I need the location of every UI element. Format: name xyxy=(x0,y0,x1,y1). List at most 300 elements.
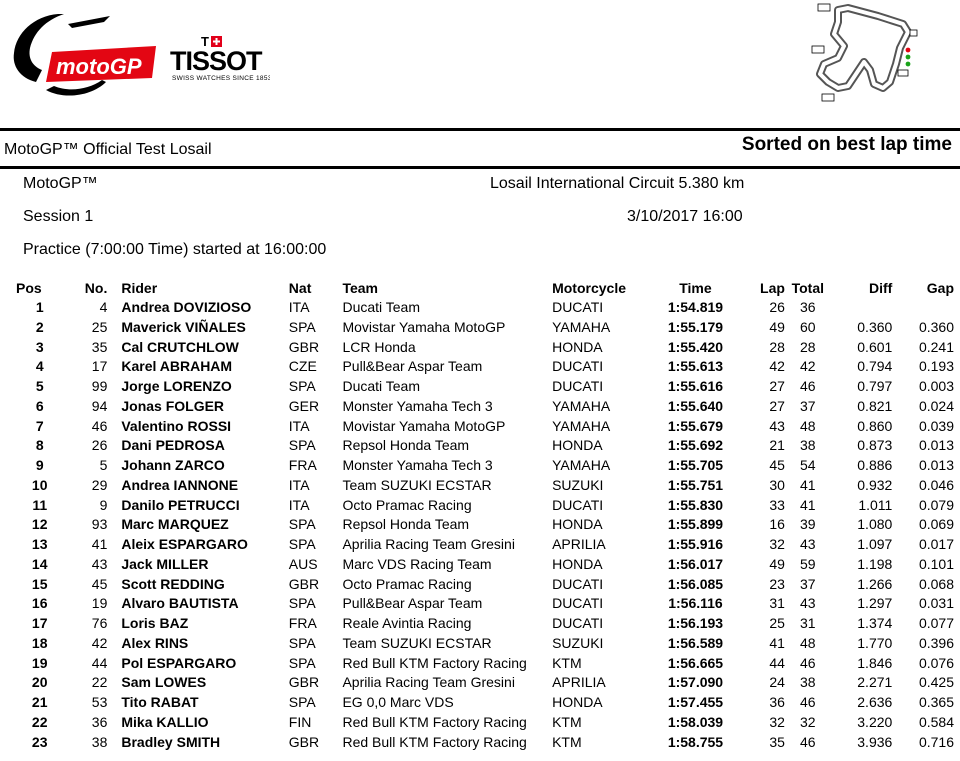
cell-gap: 0.017 xyxy=(918,536,954,552)
cell-motorcycle: APRILIA xyxy=(552,536,606,552)
cell-nat: GBR xyxy=(288,338,320,355)
cell-diff: 2.271 xyxy=(857,674,893,691)
cell-total: 41 xyxy=(800,496,816,513)
cell-total: 54 xyxy=(800,457,816,473)
cell-motorcycle: DUCATI xyxy=(552,575,604,592)
cell-team: Repsol Honda Team xyxy=(342,516,470,533)
cell-diff: 0.360 xyxy=(857,318,893,335)
cell-lap: 43 xyxy=(769,417,785,434)
cell-pos: 1 xyxy=(35,299,44,315)
cell-rider: Jonas FOLGER xyxy=(121,397,225,414)
cell-diff: 1.080 xyxy=(857,516,893,533)
cell-lap: 36 xyxy=(769,694,785,710)
cell-rider: Maverick VIÑALES xyxy=(121,318,246,335)
cell-pos: 3 xyxy=(35,338,44,355)
cell-team: Red Bull KTM Factory Racing xyxy=(342,733,527,750)
cell-motorcycle: YAMAHA xyxy=(552,397,611,414)
cell-pos: 4 xyxy=(35,358,44,375)
cell-number: 76 xyxy=(91,615,108,631)
cell-gap: 0.031 xyxy=(918,595,954,612)
cell-time: 1:55.679 xyxy=(667,417,724,434)
cell-diff: 3.936 xyxy=(857,733,893,750)
cell-motorcycle: HONDA xyxy=(552,338,603,355)
cell-motorcycle: DUCATI xyxy=(552,496,604,513)
circuit-map-icon xyxy=(808,2,923,106)
cell-diff: 0.821 xyxy=(857,397,893,414)
cell-lap: 35 xyxy=(769,733,785,750)
table-row xyxy=(0,594,960,614)
cell-diff: 1.266 xyxy=(857,575,893,592)
cell-time: 1:57.455 xyxy=(667,694,724,710)
cell-team: Repsol Honda Team xyxy=(342,437,470,454)
class-label: MotoGP™ xyxy=(23,175,98,192)
cell-pos: 9 xyxy=(35,457,44,473)
cell-number: 46 xyxy=(91,417,108,434)
cell-diff: 1.297 xyxy=(857,595,893,612)
cell-nat: FRA xyxy=(288,615,317,631)
cell-motorcycle: DUCATI xyxy=(552,299,604,315)
cell-motorcycle: YAMAHA xyxy=(552,318,611,335)
cell-pos: 7 xyxy=(35,417,44,434)
cell-number: 43 xyxy=(91,555,108,572)
cell-number: 93 xyxy=(91,516,108,533)
cell-nat: CZE xyxy=(288,358,317,375)
cell-number: 26 xyxy=(91,437,108,454)
table-row xyxy=(0,318,960,338)
table-row xyxy=(0,377,960,397)
cell-rider: Loris BAZ xyxy=(121,615,189,631)
cell-rider: Aleix ESPARGARO xyxy=(121,536,248,552)
title-divider xyxy=(0,166,960,169)
cell-team: Octo Pramac Racing xyxy=(342,496,472,513)
cell-nat: ITA xyxy=(288,299,310,315)
cell-team: Monster Yamaha Tech 3 xyxy=(342,457,493,473)
cell-motorcycle: HONDA xyxy=(552,516,603,533)
motogp-logo-text: motoGP xyxy=(56,54,142,79)
cell-pos: 21 xyxy=(31,694,48,710)
cell-total: 48 xyxy=(800,634,816,651)
cell-lap: 42 xyxy=(769,358,785,375)
cell-team: Ducati Team xyxy=(342,299,421,315)
cell-diff: 0.797 xyxy=(857,378,893,394)
cell-rider: Dani PEDROSA xyxy=(121,437,225,454)
cell-lap: 23 xyxy=(769,575,785,592)
cell-time: 1:55.705 xyxy=(667,457,724,473)
cell-diff: 0.794 xyxy=(857,358,893,375)
cell-pos: 5 xyxy=(35,378,44,394)
cell-motorcycle: YAMAHA xyxy=(552,417,611,434)
cell-pos: 10 xyxy=(31,476,48,493)
cell-gap: 0.079 xyxy=(918,496,954,513)
cell-gap xyxy=(892,298,960,318)
cell-diff: 0.886 xyxy=(857,457,893,473)
cell-time: 1:56.017 xyxy=(667,555,724,572)
cell-total: 38 xyxy=(800,674,816,691)
cell-diff: 1.198 xyxy=(857,555,893,572)
cell-total: 43 xyxy=(800,536,816,552)
cell-motorcycle: HONDA xyxy=(552,437,603,454)
practice-label: Practice (7:00:00 Time) started at 16:00:00 xyxy=(23,241,327,258)
cell-pos: 14 xyxy=(31,555,48,572)
cell-lap: 44 xyxy=(769,654,785,671)
cell-lap: 25 xyxy=(769,615,785,631)
cell-rider: Johann ZARCO xyxy=(121,457,225,473)
cell-total: 42 xyxy=(800,358,816,375)
table-row xyxy=(0,575,960,595)
cell-number: 99 xyxy=(91,378,108,394)
cell-nat: ITA xyxy=(288,417,310,434)
cell-time: 1:55.916 xyxy=(667,536,724,552)
cell-team: Pull&Bear Aspar Team xyxy=(342,358,483,375)
cell-lap: 16 xyxy=(769,516,785,533)
cell-team: Red Bull KTM Factory Racing xyxy=(342,654,527,671)
cell-team: EG 0,0 Marc VDS xyxy=(342,694,454,710)
col-header-diff: Diff xyxy=(868,280,893,296)
cell-number: 22 xyxy=(91,674,108,691)
cell-motorcycle: DUCATI xyxy=(552,358,604,375)
cell-nat: GBR xyxy=(288,674,320,691)
cell-gap: 0.077 xyxy=(918,615,954,631)
cell-pos: 18 xyxy=(31,634,48,651)
table-row xyxy=(0,535,960,555)
cell-total: 60 xyxy=(800,318,816,335)
table-row xyxy=(0,436,960,456)
cell-diff: 0.601 xyxy=(857,338,893,355)
cell-diff: 1.374 xyxy=(857,615,893,631)
cell-pos: 6 xyxy=(35,397,44,414)
cell-time: 1:55.179 xyxy=(667,318,724,335)
cell-lap: 32 xyxy=(769,536,785,552)
cell-diff: 0.873 xyxy=(857,437,893,454)
cell-number: 4 xyxy=(99,299,108,315)
table-row xyxy=(0,555,960,575)
cell-number: 38 xyxy=(91,733,108,750)
cell-rider: Jack MILLER xyxy=(121,555,209,572)
cell-motorcycle: HONDA xyxy=(552,694,603,710)
cell-pos: 13 xyxy=(31,536,48,552)
date-label: 3/10/2017 16:00 xyxy=(627,208,743,225)
cell-nat: ITA xyxy=(288,476,310,493)
cell-diff: 3.220 xyxy=(857,713,893,730)
table-header-row xyxy=(0,278,960,298)
cell-pos: 15 xyxy=(31,575,48,592)
cell-time: 1:55.616 xyxy=(667,378,724,394)
table-row xyxy=(0,496,960,516)
col-header-lap: Lap xyxy=(760,280,785,296)
cell-gap: 0.069 xyxy=(918,516,954,533)
cell-diff: 1.770 xyxy=(857,634,893,651)
table-row xyxy=(0,417,960,437)
cell-nat: SPA xyxy=(288,654,316,671)
cell-team: Red Bull KTM Factory Racing xyxy=(342,713,527,730)
cell-gap: 0.024 xyxy=(918,397,954,414)
cell-total: 46 xyxy=(800,694,816,710)
cell-number: 41 xyxy=(91,536,108,552)
circuit-label: Losail International Circuit 5.380 km xyxy=(490,175,745,192)
tissot-tagline: SWISS WATCHES SINCE 1853 xyxy=(172,75,270,82)
col-header-no: No. xyxy=(84,280,108,296)
table-row xyxy=(0,693,960,713)
cell-team: Movistar Yamaha MotoGP xyxy=(342,417,506,434)
cell-gap: 0.076 xyxy=(918,654,954,671)
col-header-motorcycle: Motorcycle xyxy=(552,280,626,296)
col-header-pos: Pos xyxy=(16,280,42,296)
session-label: Session 1 xyxy=(23,208,94,225)
cell-motorcycle: DUCATI xyxy=(552,595,604,612)
cell-time: 1:56.116 xyxy=(668,595,723,612)
cell-total: 46 xyxy=(800,654,816,671)
cell-nat: SPA xyxy=(288,318,316,335)
cell-total: 46 xyxy=(800,733,816,750)
cell-team: Octo Pramac Racing xyxy=(342,575,472,592)
cell-total: 37 xyxy=(800,397,816,414)
cell-pos: 22 xyxy=(31,713,48,730)
cell-total: 36 xyxy=(800,299,816,315)
cell-diff: 0.932 xyxy=(857,476,893,493)
cell-gap: 0.241 xyxy=(918,338,954,355)
cell-team: Monster Yamaha Tech 3 xyxy=(342,397,493,414)
table-row xyxy=(0,338,960,358)
cell-nat: AUS xyxy=(288,555,318,572)
cell-gap: 0.013 xyxy=(918,437,954,454)
cell-team: Team SUZUKI ECSTAR xyxy=(342,634,492,651)
cell-number: 5 xyxy=(99,457,108,473)
cell-nat: SPA xyxy=(288,634,316,651)
cell-gap: 0.584 xyxy=(918,713,954,730)
cell-motorcycle: KTM xyxy=(552,733,582,750)
col-header-total: Total xyxy=(791,280,824,296)
cell-time: 1:55.640 xyxy=(667,397,724,414)
cell-team: Marc VDS Racing Team xyxy=(342,555,492,572)
cell-motorcycle: APRILIA xyxy=(552,674,606,691)
cell-diff xyxy=(831,298,893,318)
col-header-team: Team xyxy=(342,280,378,296)
cell-lap: 49 xyxy=(769,555,785,572)
cell-nat: FRA xyxy=(288,457,317,473)
cell-diff: 1.097 xyxy=(857,536,893,552)
col-header-gap: Gap xyxy=(926,280,954,296)
cell-pos: 20 xyxy=(31,674,48,691)
table-row xyxy=(0,357,960,377)
cell-gap: 0.046 xyxy=(918,476,954,493)
cell-number: 45 xyxy=(91,575,108,592)
cell-lap: 24 xyxy=(769,674,785,691)
cell-rider: Pol ESPARGARO xyxy=(121,654,237,671)
cell-number: 36 xyxy=(91,713,108,730)
cell-lap: 30 xyxy=(769,476,785,493)
cell-number: 94 xyxy=(91,397,108,414)
cell-diff: 1.846 xyxy=(857,654,893,671)
cell-diff: 2.636 xyxy=(857,694,893,710)
cell-rider: Alex RINS xyxy=(121,634,189,651)
table-row xyxy=(0,673,960,693)
cell-lap: 49 xyxy=(769,318,785,335)
cell-number: 25 xyxy=(91,318,108,335)
cell-lap: 31 xyxy=(769,595,785,612)
cell-time: 1:55.899 xyxy=(667,516,724,533)
cell-motorcycle: KTM xyxy=(552,713,582,730)
cell-rider: Scott REDDING xyxy=(121,575,225,592)
table-row xyxy=(0,733,960,753)
cell-rider: Andrea DOVIZIOSO xyxy=(121,299,252,315)
cell-time: 1:58.755 xyxy=(667,733,724,750)
cell-gap: 0.039 xyxy=(918,417,954,434)
cell-team: Aprilia Racing Team Gresini xyxy=(342,536,515,552)
cell-rider: Bradley SMITH xyxy=(121,733,221,750)
cell-lap: 45 xyxy=(769,457,785,473)
cell-time: 1:56.085 xyxy=(667,575,724,592)
table-row xyxy=(0,713,960,733)
table-row xyxy=(0,614,960,634)
results-table xyxy=(0,278,960,752)
cell-total: 31 xyxy=(800,615,816,631)
cell-rider: Sam LOWES xyxy=(121,674,207,691)
cell-total: 37 xyxy=(800,575,816,592)
cell-number: 9 xyxy=(99,496,108,513)
table-row xyxy=(0,634,960,654)
cell-gap: 0.068 xyxy=(918,575,954,592)
cell-team: LCR Honda xyxy=(342,338,416,355)
cell-number: 42 xyxy=(91,634,108,651)
tissot-logo-text: TISSOT xyxy=(170,46,262,76)
cell-team: Pull&Bear Aspar Team xyxy=(342,595,483,612)
cell-gap: 0.003 xyxy=(918,378,954,394)
cell-nat: GBR xyxy=(288,733,320,750)
cell-nat: SPA xyxy=(288,378,316,394)
cell-nat: FIN xyxy=(288,713,312,730)
sort-title: Sorted on best lap time xyxy=(741,134,952,155)
svg-text:T: T xyxy=(201,35,209,49)
cell-team: Movistar Yamaha MotoGP xyxy=(342,318,506,335)
cell-lap: 32 xyxy=(769,713,785,730)
cell-gap: 0.396 xyxy=(918,634,954,651)
cell-lap: 41 xyxy=(769,634,785,651)
cell-total: 46 xyxy=(800,378,816,394)
cell-lap: 33 xyxy=(769,496,785,513)
col-header-time: Time xyxy=(679,280,712,296)
cell-motorcycle: DUCATI xyxy=(552,615,604,631)
cell-rider: Tito RABAT xyxy=(121,694,199,710)
cell-motorcycle: DUCATI xyxy=(552,378,604,394)
cell-number: 17 xyxy=(91,358,108,375)
cell-time: 1:57.090 xyxy=(667,674,724,691)
cell-gap: 0.101 xyxy=(918,555,954,572)
cell-lap: 21 xyxy=(769,437,785,454)
cell-rider: Andrea IANNONE xyxy=(121,476,239,493)
cell-rider: Valentino ROSSI xyxy=(121,417,232,434)
cell-diff: 0.860 xyxy=(857,417,893,434)
cell-time: 1:54.819 xyxy=(667,299,724,315)
cell-rider: Cal CRUTCHLOW xyxy=(121,338,239,355)
cell-time: 1:56.589 xyxy=(667,634,724,651)
table-row xyxy=(0,654,960,674)
cell-rider: Marc MARQUEZ xyxy=(121,516,229,533)
cell-pos: 2 xyxy=(35,318,44,335)
cell-total: 38 xyxy=(800,437,816,454)
cell-time: 1:55.751 xyxy=(667,476,724,493)
cell-team: Team SUZUKI ECSTAR xyxy=(342,476,492,493)
cell-pos: 8 xyxy=(35,437,44,454)
cell-pos: 19 xyxy=(31,654,48,671)
cell-gap: 0.193 xyxy=(918,358,954,375)
table-row xyxy=(0,515,960,535)
cell-nat: SPA xyxy=(288,516,316,533)
cell-motorcycle: HONDA xyxy=(552,555,603,572)
cell-rider: Alvaro BAUTISTA xyxy=(121,595,239,612)
table-row xyxy=(0,397,960,417)
cell-total: 32 xyxy=(800,713,816,730)
cell-nat: SPA xyxy=(288,437,316,454)
cell-team: Aprilia Racing Team Gresini xyxy=(342,674,515,691)
cell-gap: 0.360 xyxy=(918,318,954,335)
cell-pos: 11 xyxy=(32,496,48,513)
cell-pos: 12 xyxy=(31,516,48,533)
table-row xyxy=(0,456,960,476)
header-divider xyxy=(0,128,960,131)
cell-pos: 16 xyxy=(31,595,48,612)
cell-number: 19 xyxy=(91,595,108,612)
cell-number: 44 xyxy=(91,654,108,671)
cell-diff: 1.011 xyxy=(858,496,893,513)
cell-lap: 28 xyxy=(769,338,785,355)
cell-nat: GER xyxy=(288,397,320,414)
motogp-logo xyxy=(6,8,156,103)
cell-total: 41 xyxy=(800,476,816,493)
cell-number: 29 xyxy=(91,476,108,493)
cell-gap: 0.013 xyxy=(918,457,954,473)
tissot-logo xyxy=(170,35,270,85)
cell-total: 28 xyxy=(800,338,816,355)
cell-time: 1:55.420 xyxy=(667,338,724,355)
cell-pos: 23 xyxy=(31,733,48,750)
col-header-rider: Rider xyxy=(121,280,158,296)
cell-nat: ITA xyxy=(288,496,310,513)
col-header-nat: Nat xyxy=(288,280,312,296)
event-title: MotoGP™ Official Test Losail xyxy=(4,141,212,158)
cell-nat: SPA xyxy=(288,694,316,710)
cell-motorcycle: KTM xyxy=(552,654,582,671)
cell-gap: 0.365 xyxy=(918,694,954,710)
cell-gap: 0.716 xyxy=(918,733,954,750)
cell-lap: 27 xyxy=(769,397,785,414)
cell-time: 1:56.193 xyxy=(667,615,724,631)
results-body xyxy=(0,298,960,752)
cell-gap: 0.425 xyxy=(918,674,954,691)
cell-time: 1:55.830 xyxy=(667,496,724,513)
cell-team: Reale Avintia Racing xyxy=(342,615,472,631)
cell-time: 1:56.665 xyxy=(667,654,724,671)
cell-team: Ducati Team xyxy=(342,378,421,394)
cell-total: 43 xyxy=(800,595,816,612)
cell-total: 39 xyxy=(800,516,816,533)
cell-motorcycle: YAMAHA xyxy=(552,457,611,473)
cell-rider: Jorge LORENZO xyxy=(121,378,232,394)
cell-lap: 27 xyxy=(769,378,785,394)
cell-motorcycle: SUZUKI xyxy=(552,476,604,493)
cell-total: 48 xyxy=(800,417,816,434)
cell-lap: 26 xyxy=(769,299,785,315)
cell-nat: SPA xyxy=(288,536,316,552)
cell-rider: Danilo PETRUCCI xyxy=(121,496,240,513)
cell-total: 59 xyxy=(800,555,816,572)
cell-nat: GBR xyxy=(288,575,320,592)
cell-rider: Karel ABRAHAM xyxy=(121,358,233,375)
cell-time: 1:58.039 xyxy=(667,713,724,730)
cell-rider: Mika KALLIO xyxy=(121,713,209,730)
cell-pos: 17 xyxy=(31,615,48,631)
cell-time: 1:55.613 xyxy=(667,358,724,375)
cell-nat: SPA xyxy=(288,595,316,612)
